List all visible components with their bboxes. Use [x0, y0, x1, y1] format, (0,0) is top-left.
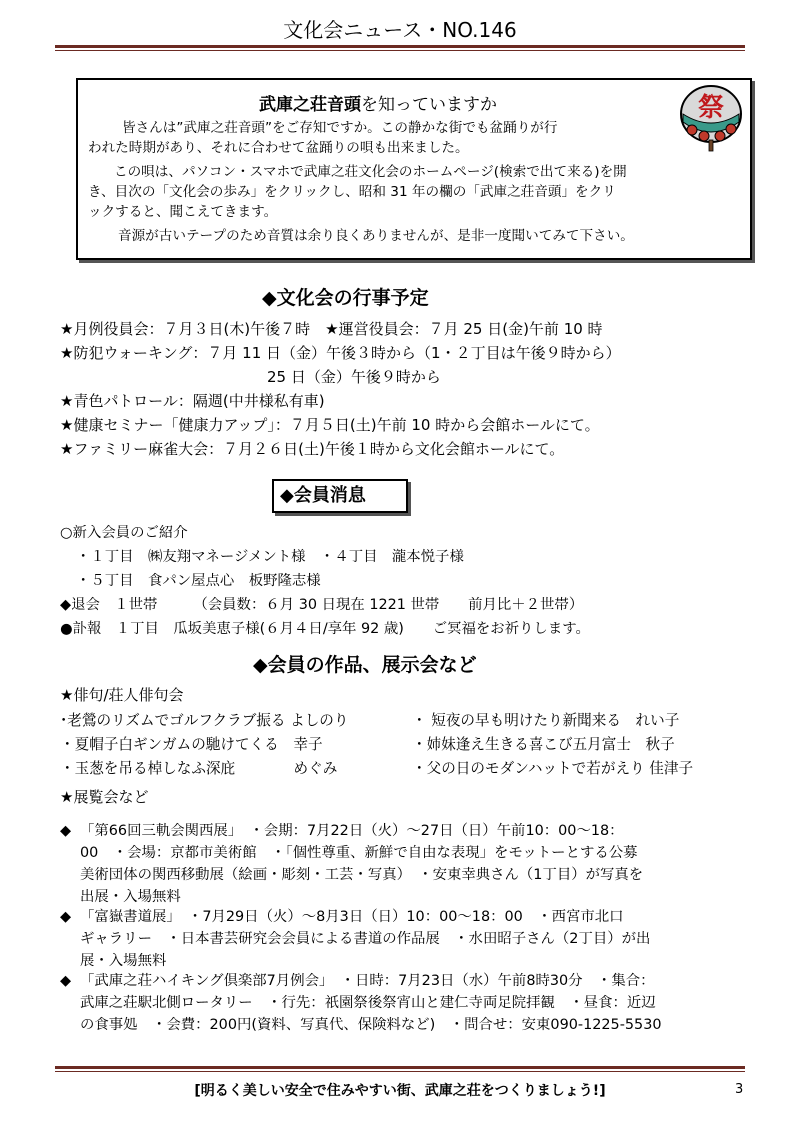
members-heading: ◆会員消息: [272, 479, 408, 513]
exhibition-item: [60, 970, 750, 1036]
header-rule: [55, 45, 745, 48]
member-line: ・１丁目 ㈱友翔マネージメント様 ・４丁目 瀧本悦子様: [76, 549, 464, 565]
event-line: ★健康セミナー「健康力アップ」：７月５日(土)午前 10 時から会館ホールにて。: [60, 416, 600, 434]
member-line: ○新入会員のご紹介: [60, 525, 188, 541]
exhibition-first-line: 「第66回三軌会関西展」 ・会期：7月22日（火）～27日（日）午前10：00～18：: [80, 823, 624, 839]
intro-paragraph-2c: ックすると、聞こえてきます。: [88, 204, 278, 220]
exhibition-line: 美術団体の関西移動展（絵画・彫刻・工芸・写真） ・安東幸典さん（1丁目）が写真を: [80, 867, 644, 883]
event-line: ★月例役員会：７月３日(木)午後７時 ★運営役員会：７月 25 日(金)午前 10 時: [60, 320, 603, 338]
event-line: ★ファミリー麻雀大会：７月２６日(土)午後１時から文化会館ホールにて。: [60, 440, 565, 458]
intro-paragraph-2b: き、目次の「文化会の歩み」をクリックし、昭和 31 年の欄の「武庫之荘音頭」をクリ: [88, 184, 616, 200]
fan-character: 祭: [697, 93, 725, 123]
intro-paragraph-1: 皆さんは”武庫之荘音頭”をご存知ですか。この静かな街でも盆踊りが行: [122, 120, 558, 136]
exhibition-line: 00 ・会場：京都市美術館 ・「個性尊重、新鮮で自由な表現」をモットーとする公募: [80, 845, 638, 861]
exhibition-bullet: ◆: [60, 909, 72, 925]
header-rule-thin: [55, 50, 745, 51]
intro-paragraph-2: この唄は、パソコン・スマホで武庫之荘文化会のホームページ(検索で出て来る)を開: [114, 164, 627, 180]
exhibition-item: [60, 906, 750, 972]
member-line: ●訃報 １丁目 瓜坂美恵子様(６月４日/享年 92 歳) ご冥福をお祈りします。: [60, 621, 590, 637]
exhibition-line: 展・入場無料: [80, 953, 167, 969]
footer-rule: [55, 1066, 745, 1069]
exhibition-item: [60, 820, 750, 908]
exhibition-bullet: ◆: [60, 823, 72, 839]
haiku-left: ・夏帽子白ギンガムの馳けてくる 幸子: [60, 736, 323, 753]
haiku-left: ・玉葱を吊る棹しなふ深庇 めぐみ: [60, 760, 338, 777]
footer-slogan: [明るく美しい安全で住みやすい街、武庫之荘をつくりましょう!]: [194, 1083, 606, 1099]
exhibition-line: ギャラリー ・日本書芸研究会会員による書道の作品展 ・水田昭子さん（2丁目）が出: [80, 931, 651, 947]
exhibition-bullet: ◆: [60, 973, 72, 989]
exhibition-line: 武庫之荘駅北側ロータリー ・行先：祇園祭後祭宵山と建仁寺両足院拝観 ・昼食：近辺: [80, 995, 656, 1011]
exhibition-first-line: 「富嶽書道展」 ・7月29日（火）～8月3日（日）10：00～18：00 ・西宮市北口: [80, 909, 624, 925]
intro-heading: [78, 90, 678, 115]
page-number: 3: [735, 1082, 744, 1097]
exhibition-line: 出展・入場無料: [80, 889, 181, 905]
haiku-right: ・父の日のモダンハットで若がえり 佳津子: [412, 760, 694, 777]
intro-paragraph-3: 音源が古いテープのため音質は余り良くありませんが、是非一度聞いてみて下さい。: [118, 228, 634, 244]
intro-heading-rest: を知っていますか: [361, 95, 497, 115]
haiku-right: ・ 短夜の早も明けたり新聞来る れい子: [412, 712, 680, 729]
newsletter-title: 文化会ニュース・NO.146: [283, 18, 517, 42]
exhibition-first-line: 「武庫之荘ハイキング倶楽部7月例会」 ・日時：7月23日（水）午前8時30分 ・集合：: [80, 973, 655, 989]
exhibition-heading: ★展覧会など: [60, 788, 149, 806]
event-line: ★防犯ウォーキング：７月 11 日（金）午後３時から（1・２丁目は午後９時から）: [60, 344, 621, 362]
intro-box: [76, 78, 752, 260]
works-heading: ◆会員の作品、展示会など: [253, 654, 477, 676]
footer-rule-thin: [55, 1071, 745, 1072]
haiku-heading: ★俳句/荘人俳句会: [60, 686, 184, 704]
haiku-right: ・姉妹逢え生きる喜こび五月富士 秋子: [412, 736, 675, 753]
event-line: 25 日（金）午後９時から: [267, 368, 441, 386]
exhibition-line: の食事処 ・会費：200円(資料、写真代、保険料など) ・問合せ：安東090-1225-5530: [80, 1017, 662, 1033]
intro-heading-bold: 武庫之荘音頭: [259, 95, 361, 115]
events-heading: ◆文化会の行事予定: [262, 287, 429, 309]
intro-paragraph-1b: われた時期があり、それに合わせて盆踊りの唄も出来ました。: [88, 140, 469, 156]
member-line: ・５丁目 食パン屋点心 板野隆志様: [76, 573, 321, 589]
event-line: ★青色パトロール：隔週(中井様私有車): [60, 392, 325, 410]
member-line: ◆退会 １世帯 （会員数：６月 30 日現在 1221 世帯 前月比＋２世帯）: [60, 597, 584, 613]
haiku-left: ･老鶯のリズムでゴルフクラブ振る よしのり: [60, 712, 349, 729]
